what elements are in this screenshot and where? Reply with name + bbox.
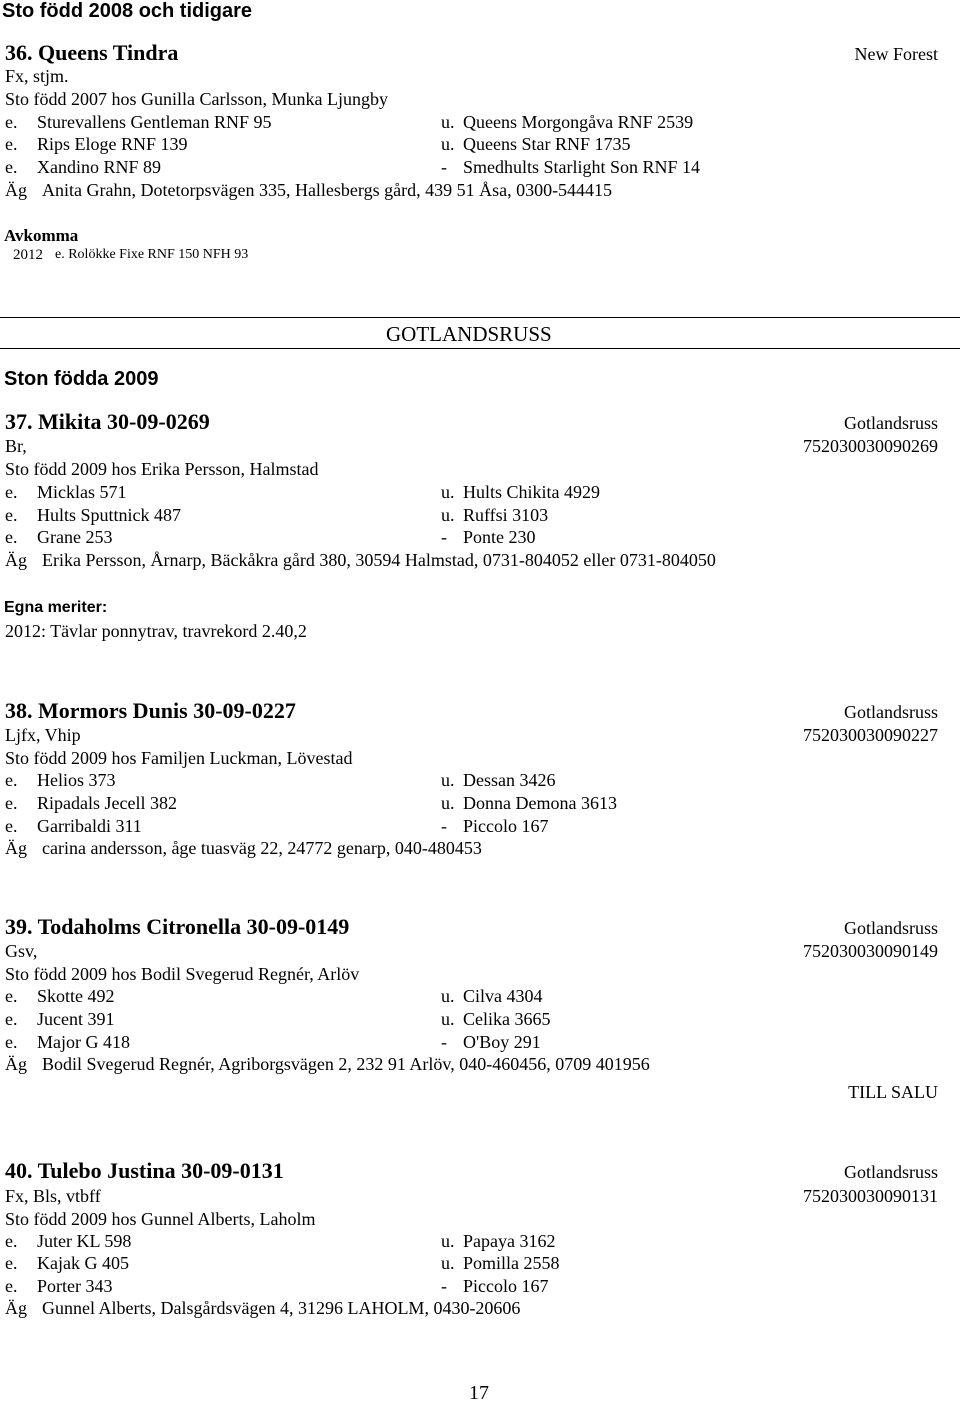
breed-banner: GOTLANDSRUSS [386, 322, 552, 346]
owner-prefix: Äg [5, 550, 27, 570]
banner-rule-bottom [0, 348, 960, 349]
horse-born: Sto född 2009 hos Erika Persson, Halmstad [5, 459, 319, 479]
pedigree-dam: Piccolo 167 [463, 1276, 549, 1296]
pedigree-sire: Kajak G 405 [37, 1253, 129, 1273]
pedigree-sire: Major G 418 [37, 1032, 130, 1052]
pedigree-dam: Pomilla 2558 [463, 1253, 560, 1273]
pedigree-dam-prefix: - [441, 527, 447, 547]
pedigree-dam-prefix: u. [441, 1253, 455, 1273]
horse-color: Br, [5, 436, 27, 456]
horse-breed: Gotlandsruss [844, 702, 938, 722]
pedigree-dam-prefix: u. [441, 1231, 455, 1251]
pedigree-dam-prefix: - [441, 816, 447, 836]
horse-born: Sto född 2009 hos Familjen Luckman, Lövestad [5, 748, 353, 768]
horse-color: Ljfx, Vhip [5, 725, 81, 745]
offspring-text: e. Rolökke Fixe RNF 150 NFH 93 [55, 247, 249, 262]
pedigree-dam: Queens Star RNF 1735 [463, 134, 631, 154]
horse-color: Fx, Bls, vtbff [5, 1186, 101, 1206]
pedigree-dam-prefix: u. [441, 134, 455, 154]
section-heading-2008: Sto född 2008 och tidigare [2, 0, 253, 22]
pedigree-sire-prefix: e. [5, 793, 18, 813]
horse-title: 36. Queens Tindra [5, 40, 179, 65]
pedigree-dam-prefix: u. [441, 793, 455, 813]
pedigree-sire-prefix: e. [5, 770, 18, 790]
horse-title: 40. Tulebo Justina 30-09-0131 [5, 1158, 284, 1183]
pedigree-sire: Xandino RNF 89 [37, 157, 162, 177]
owner: carina andersson, åge tuasväg 22, 24772 genarp, 040-480453 [42, 838, 482, 858]
horse-title: 37. Mikita 30-09-0269 [5, 409, 210, 434]
pedigree-dam-prefix: u. [441, 1009, 455, 1029]
pedigree-dam: Hults Chikita 4929 [463, 482, 601, 502]
pedigree-sire: Micklas 571 [37, 482, 127, 502]
owner: Erika Persson, Årnarp, Bäckåkra gård 380, 30594 Halmstad, 0731-804052 eller 0731-804050 [42, 550, 716, 570]
banner-rule-top [0, 317, 960, 318]
pedigree-sire-prefix: e. [5, 1032, 18, 1052]
horse-breed: Gotlandsruss [844, 918, 938, 938]
pedigree-dam: Ruffsi 3103 [463, 505, 549, 525]
horse-born: Sto född 2009 hos Bodil Svegerud Regnér, Arlöv [5, 964, 360, 984]
page-number: 17 [469, 1382, 489, 1404]
pedigree-sire-prefix: e. [5, 527, 18, 547]
pedigree-dam: Piccolo 167 [463, 816, 549, 836]
pedigree-sire-prefix: e. [5, 482, 18, 502]
pedigree-sire: Grane 253 [37, 527, 113, 547]
offspring-year: 2012 [13, 247, 43, 263]
pedigree-dam: O'Boy 291 [463, 1032, 541, 1052]
pedigree-sire: Skotte 492 [37, 986, 115, 1006]
section-heading-2009: Ston födda 2009 [4, 368, 159, 390]
pedigree-dam-prefix: u. [441, 112, 455, 132]
horse-title: 38. Mormors Dunis 30-09-0227 [5, 698, 296, 723]
horse-color: Fx, stjm. [5, 66, 69, 86]
pedigree-sire-prefix: e. [5, 1009, 18, 1029]
horse-id: 752030030090227 [803, 725, 938, 745]
merits: 2012: Tävlar ponnytrav, travrekord 2.40,2 [5, 621, 307, 641]
pedigree-sire: Porter 343 [37, 1276, 113, 1296]
horse-breed: Gotlandsruss [844, 413, 938, 433]
owner: Gunnel Alberts, Dalsgårdsvägen 4, 31296 LAHOLM, 0430-20606 [42, 1298, 521, 1318]
pedigree-dam: Ponte 230 [463, 527, 536, 547]
pedigree-dam: Cilva 4304 [463, 986, 543, 1006]
pedigree-dam-prefix: - [441, 1276, 447, 1296]
pedigree-dam-prefix: u. [441, 482, 455, 502]
horse-color: Gsv, [5, 941, 38, 961]
pedigree-sire: Garribaldi 311 [37, 816, 142, 836]
owner-prefix: Äg [5, 1054, 27, 1074]
pedigree-sire: Helios 373 [37, 770, 116, 790]
horse-title: 39. Todaholms Citronella 30-09-0149 [5, 914, 350, 939]
pedigree-sire: Ripadals Jecell 382 [37, 793, 177, 813]
pedigree-sire-prefix: e. [5, 816, 18, 836]
pedigree-sire: Jucent 391 [37, 1009, 115, 1029]
pedigree-sire: Juter KL 598 [37, 1231, 132, 1251]
horse-breed: New Forest [854, 44, 938, 64]
owner-prefix: Äg [5, 180, 27, 200]
pedigree-dam-prefix: u. [441, 770, 455, 790]
horse-id: 752030030090269 [803, 436, 938, 456]
pedigree-sire-prefix: e. [5, 157, 18, 177]
owner-prefix: Äg [5, 1298, 27, 1318]
horse-id: 752030030090149 [803, 941, 938, 961]
pedigree-sire: Sturevallens Gentleman RNF 95 [37, 112, 272, 132]
pedigree-dam-prefix: - [441, 157, 447, 177]
pedigree-dam-prefix: - [441, 1032, 447, 1052]
pedigree-dam: Donna Demona 3613 [463, 793, 617, 813]
pedigree-dam-prefix: u. [441, 505, 455, 525]
horse-born: Sto född 2009 hos Gunnel Alberts, Laholm [5, 1209, 316, 1229]
pedigree-sire-prefix: e. [5, 1276, 18, 1296]
pedigree-sire-prefix: e. [5, 505, 18, 525]
pedigree-sire-prefix: e. [5, 112, 18, 132]
pedigree-dam: Smedhults Starlight Son RNF 14 [463, 157, 701, 177]
horse-born: Sto född 2007 hos Gunilla Carlsson, Munka Ljungby [5, 89, 388, 109]
pedigree-sire: Rips Eloge RNF 139 [37, 134, 188, 154]
offspring-heading: Avkomma [4, 226, 79, 245]
pedigree-dam: Dessan 3426 [463, 770, 556, 790]
pedigree-sire-prefix: e. [5, 986, 18, 1006]
merits-heading: Egna meriter: [4, 599, 108, 616]
pedigree-dam: Queens Morgongåva RNF 2539 [463, 112, 694, 132]
pedigree-sire: Hults Sputtnick 487 [37, 505, 182, 525]
pedigree-sire-prefix: e. [5, 1253, 18, 1273]
owner-prefix: Äg [5, 838, 27, 858]
pedigree-sire-prefix: e. [5, 134, 18, 154]
pedigree-sire-prefix: e. [5, 1231, 18, 1251]
for-sale-note: TILL SALU [848, 1082, 938, 1102]
horse-breed: Gotlandsruss [844, 1162, 938, 1182]
pedigree-dam-prefix: u. [441, 986, 455, 1006]
horse-id: 752030030090131 [803, 1186, 938, 1206]
pedigree-dam: Celika 3665 [463, 1009, 551, 1029]
pedigree-dam: Papaya 3162 [463, 1231, 556, 1251]
owner: Bodil Svegerud Regnér, Agriborgsvägen 2, 232 91 Arlöv, 040-460456, 0709 401956 [42, 1054, 650, 1074]
owner: Anita Grahn, Dotetorpsvägen 335, Hallesbergs gård, 439 51 Åsa, 0300-544415 [42, 180, 613, 200]
